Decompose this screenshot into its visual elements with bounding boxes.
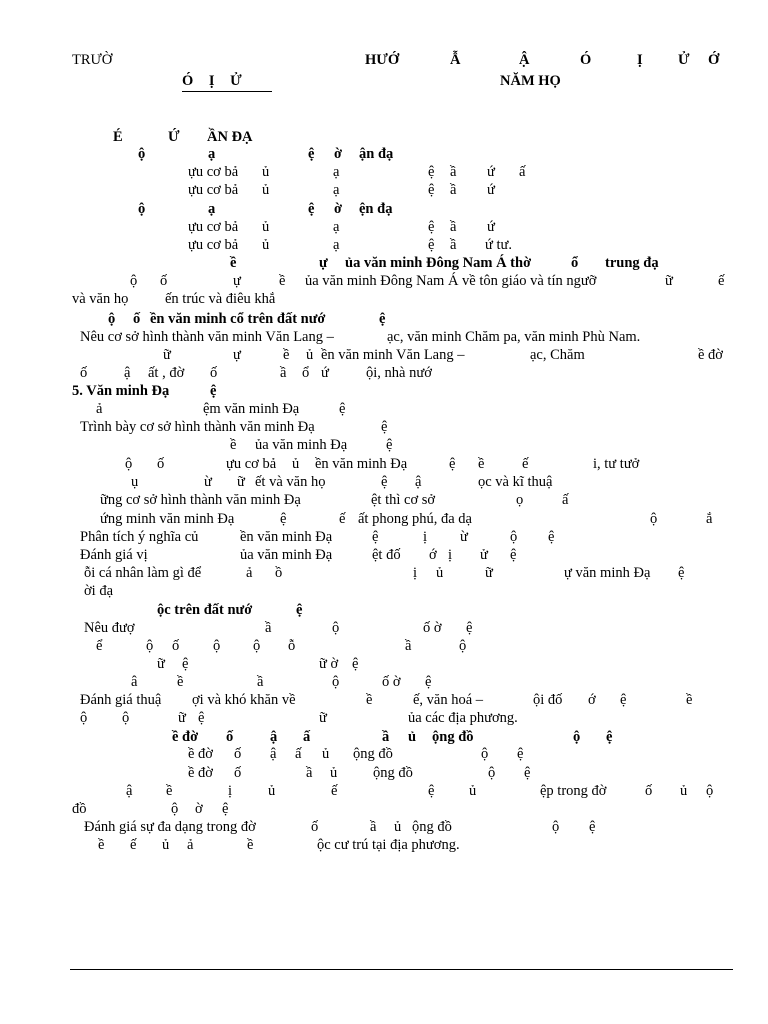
text-line — [0, 782, 768, 800]
text-fragment: ủa các địa phương. — [408, 710, 518, 726]
text-fragment: ệ — [198, 710, 205, 726]
text-fragment: ệ — [449, 456, 456, 472]
text-line — [0, 145, 768, 163]
text-fragment: ệ — [548, 529, 555, 545]
text-line — [0, 181, 768, 199]
text-fragment: ự văn minh Đạ — [564, 565, 651, 581]
text-fragment: và văn họ — [72, 291, 129, 307]
text-fragment: ền văn minh Đạ — [315, 456, 408, 472]
text-fragment: ộ — [171, 801, 179, 817]
text-fragment: ậ — [270, 746, 277, 762]
text-fragment: ệ — [308, 201, 315, 217]
text-fragment: ất phong phú, đa dạ — [358, 511, 472, 527]
text-fragment: ố — [311, 819, 319, 835]
text-fragment: ề — [230, 437, 237, 453]
text-fragment: ệ — [308, 146, 315, 162]
text-fragment: ộ — [650, 511, 658, 527]
text-line — [0, 836, 768, 854]
text-fragment: ề — [166, 783, 173, 799]
text-line — [0, 218, 768, 236]
text-fragment: ộ — [253, 638, 261, 654]
text-fragment: ổ — [571, 255, 579, 271]
text-fragment: ộng đồ — [373, 765, 413, 781]
school-name: TRƯỜ — [72, 52, 113, 68]
text-fragment: ựu cơ bả — [188, 182, 239, 198]
text-fragment: ộ — [488, 765, 496, 781]
page-title-part: Ẫ — [450, 52, 461, 68]
text-line — [0, 564, 768, 582]
text-fragment: ề — [247, 837, 254, 853]
text-fragment: ồ — [275, 565, 283, 581]
text-fragment: ề — [283, 347, 290, 363]
text-fragment: ệ — [372, 529, 379, 545]
text-fragment: ề — [478, 456, 485, 472]
text-line — [0, 800, 768, 818]
text-fragment: ấ — [295, 746, 302, 762]
text-line — [0, 200, 768, 218]
text-fragment: ệ — [222, 801, 229, 817]
text-fragment: ủ — [268, 783, 276, 799]
text-fragment: ế — [718, 273, 725, 289]
text-line — [0, 546, 768, 564]
text-fragment: ứng minh văn minh Đạ — [100, 511, 235, 527]
page-subtitle: Ó Ị Ử — [182, 72, 272, 92]
text-fragment: ớ — [429, 547, 437, 563]
text-fragment: ứ tư. — [485, 237, 512, 253]
text-fragment: ề đờ — [698, 347, 723, 363]
text-fragment: ộ — [573, 729, 581, 745]
text-line — [0, 436, 768, 454]
text-fragment: ủa văn minh Đạ — [255, 437, 348, 453]
text-fragment: ầ — [257, 674, 264, 690]
text-fragment: ố — [133, 311, 141, 327]
text-fragment: Ứ — [168, 129, 180, 145]
text-fragment: ừ — [204, 474, 212, 490]
text-fragment: ố — [172, 638, 180, 654]
text-fragment: É — [113, 129, 123, 145]
text-fragment: ề đờ — [172, 729, 199, 745]
text-fragment: ệ — [381, 419, 388, 435]
text-fragment: ề — [230, 255, 237, 271]
text-fragment: ố — [157, 456, 165, 472]
text-fragment: Đánh giá thuậ — [80, 692, 162, 708]
text-fragment: ỗ — [288, 638, 296, 654]
page-title-part: Ị — [637, 52, 643, 68]
text-fragment: ậ — [415, 474, 422, 490]
text-fragment: ợi và khó khăn về — [192, 692, 296, 708]
text-fragment: Trình bày cơ sở hình thành văn minh Đạ — [80, 419, 315, 435]
text-fragment: ớ — [588, 692, 596, 708]
text-fragment: ộ — [706, 783, 714, 799]
text-fragment: ời đạ — [84, 583, 114, 599]
text-line — [0, 272, 768, 290]
text-fragment: ền văn minh Văn Lang – — [321, 347, 465, 363]
text-fragment: ệ — [210, 383, 217, 399]
text-fragment: ữ — [157, 656, 165, 672]
text-fragment: Đánh giá sự đa dạng trong đờ — [84, 819, 256, 835]
text-fragment: ề — [279, 273, 286, 289]
text-fragment: ộng đồ — [432, 729, 474, 745]
text-fragment: ố — [210, 365, 218, 381]
text-fragment: ầ — [382, 729, 390, 745]
text-fragment: ủ — [162, 837, 170, 853]
text-fragment: ộ — [80, 710, 88, 726]
text-fragment: ờ — [334, 146, 343, 162]
text-fragment: ạ — [208, 201, 216, 217]
text-fragment: ậ — [126, 783, 133, 799]
text-fragment: ủa văn minh Đông Nam Á thờ — [345, 255, 532, 271]
text-fragment: ầ — [450, 237, 457, 253]
text-fragment: ện đạ — [359, 201, 393, 217]
page-title — [365, 51, 725, 69]
text-fragment: 5. Văn minh Đạ — [72, 383, 170, 399]
text-line — [0, 528, 768, 546]
text-fragment: ộ — [122, 710, 130, 726]
text-fragment: ộ — [213, 638, 221, 654]
text-fragment: ủ — [330, 765, 338, 781]
text-fragment: ố ờ — [382, 674, 401, 690]
text-line — [0, 328, 768, 346]
page-title-part: Ớ — [708, 52, 720, 68]
text-line — [0, 764, 768, 782]
text-fragment: ựu cơ bả — [188, 219, 239, 235]
text-line — [0, 745, 768, 763]
text-line — [0, 400, 768, 418]
text-fragment: ủa văn minh Đông Nam Á về tôn giáo và tín ngưỡ — [305, 273, 597, 289]
text-fragment: ệ — [428, 783, 435, 799]
text-fragment: i, tư tưở — [593, 456, 640, 472]
text-fragment: ộc cư trú tại địa phương. — [317, 837, 460, 853]
text-line — [0, 236, 768, 254]
text-fragment: ộ — [510, 529, 518, 545]
text-fragment: ủ — [262, 237, 270, 253]
text-fragment: Phân tích ý nghĩa củ — [80, 529, 199, 545]
text-line — [0, 619, 768, 637]
text-fragment: ử — [480, 547, 488, 563]
text-fragment: ệ — [466, 620, 473, 636]
text-fragment: ố — [234, 765, 242, 781]
text-fragment: ền văn minh cổ trên đất nướ — [150, 311, 326, 327]
text-fragment: ữ — [237, 474, 245, 490]
text-fragment: ế — [339, 511, 346, 527]
page-title-part: Ử — [678, 52, 690, 68]
text-fragment: ề — [686, 692, 693, 708]
footer-divider — [70, 969, 733, 970]
text-fragment: ộng đồ — [353, 746, 393, 762]
text-line — [0, 673, 768, 691]
text-fragment: ủ — [262, 164, 270, 180]
text-line — [0, 473, 768, 491]
text-fragment: ệ — [589, 819, 596, 835]
text-fragment: ố — [80, 365, 88, 381]
text-fragment: ệ — [428, 182, 435, 198]
text-line — [0, 637, 768, 655]
text-fragment: ủ — [262, 182, 270, 198]
text-line — [0, 510, 768, 528]
text-fragment: ộ — [481, 746, 489, 762]
text-fragment: ữ — [319, 710, 327, 726]
text-fragment: ế — [130, 837, 137, 853]
text-fragment: ộ — [552, 819, 560, 835]
text-fragment: ố — [226, 729, 234, 745]
text-fragment: ộ — [138, 146, 146, 162]
text-fragment: ệ — [386, 437, 393, 453]
text-line — [0, 728, 768, 746]
text-fragment: ết và văn họ — [255, 474, 326, 490]
text-fragment: ứ — [487, 164, 495, 180]
text-fragment: ệ — [352, 656, 359, 672]
text-line — [0, 655, 768, 673]
text-fragment: ận đạ — [359, 146, 394, 162]
text-fragment: ố ờ — [423, 620, 442, 636]
text-fragment: ủa văn minh Đạ — [240, 547, 333, 563]
text-fragment: ầ — [306, 765, 313, 781]
text-fragment: ủ — [680, 783, 688, 799]
text-fragment: ủ — [436, 565, 444, 581]
text-fragment: ị — [448, 547, 453, 563]
text-fragment: ộ — [459, 638, 467, 654]
text-line — [0, 691, 768, 709]
text-fragment: ệ — [428, 219, 435, 235]
text-fragment: ờ — [195, 801, 203, 817]
text-fragment: ầ — [450, 219, 457, 235]
text-fragment: ấ — [519, 164, 526, 180]
text-fragment: ộ — [332, 674, 340, 690]
text-fragment: ố — [645, 783, 653, 799]
text-line — [0, 128, 768, 146]
page-title-part: HƯỚ — [365, 52, 400, 68]
text-fragment: ền văn minh Đạ — [240, 529, 333, 545]
text-fragment: ệ — [280, 511, 287, 527]
text-fragment: ạ — [333, 219, 340, 235]
text-fragment: ậ — [124, 365, 131, 381]
text-fragment: ạ — [333, 164, 340, 180]
text-line — [0, 163, 768, 181]
text-fragment: ệ — [524, 765, 531, 781]
text-fragment: ố — [160, 273, 168, 289]
text-fragment: ệp trong đờ — [540, 783, 607, 799]
text-fragment: ế, văn hoá – — [413, 692, 484, 708]
text-line — [0, 709, 768, 727]
text-fragment: ẦN ĐẠ — [207, 129, 253, 145]
text-fragment: ị — [228, 783, 233, 799]
text-fragment: ất , đờ — [148, 365, 185, 381]
text-fragment: ộ — [138, 201, 146, 217]
text-fragment: ạ — [208, 146, 216, 162]
text-line — [0, 601, 768, 619]
text-fragment: ạ — [333, 237, 340, 253]
text-line — [0, 582, 768, 600]
text-line — [0, 455, 768, 473]
text-fragment: ờ — [334, 201, 343, 217]
text-fragment: ể — [96, 638, 103, 654]
text-fragment: ụ — [131, 474, 139, 490]
text-fragment: ỗi cá nhân làm gì để — [84, 565, 202, 581]
text-fragment: ứ — [321, 365, 329, 381]
text-fragment: ị — [413, 565, 418, 581]
text-fragment: ệ — [428, 164, 435, 180]
text-fragment: ủ — [394, 819, 402, 835]
text-fragment: ề — [98, 837, 105, 853]
text-fragment: ế — [522, 456, 529, 472]
text-fragment: ệ — [296, 602, 303, 618]
text-fragment: ữ — [485, 565, 493, 581]
text-fragment: ạc, Chăm — [530, 347, 585, 363]
text-fragment: ệ — [339, 401, 346, 417]
text-fragment: â — [131, 674, 138, 690]
text-fragment: ộ — [146, 638, 154, 654]
text-fragment: ủ — [262, 219, 270, 235]
text-fragment: Đánh giá vị — [80, 547, 148, 563]
text-fragment: ề đờ — [188, 765, 213, 781]
text-fragment: ủ — [322, 746, 330, 762]
text-fragment: ứ — [487, 182, 495, 198]
text-fragment: ựu cơ bả — [188, 164, 239, 180]
text-fragment: ừ — [460, 529, 468, 545]
text-fragment: trung đạ — [605, 255, 659, 271]
text-fragment: ả — [96, 401, 103, 417]
text-fragment: đồ — [72, 801, 87, 817]
text-line — [0, 254, 768, 272]
text-fragment: ựu cơ bả — [188, 237, 239, 253]
text-line — [0, 346, 768, 364]
text-line — [0, 290, 768, 308]
page-title-part: Ó — [580, 52, 592, 68]
text-fragment: Nêu cơ sở hình thành văn minh Văn Lang – — [80, 329, 334, 345]
text-fragment: ội, nhà nướ — [366, 365, 432, 381]
text-fragment: ầ — [450, 182, 457, 198]
text-fragment: ủ — [292, 456, 300, 472]
text-fragment: ắ — [706, 511, 713, 527]
text-fragment: ọ — [516, 492, 524, 508]
text-fragment: ệ — [510, 547, 517, 563]
text-fragment: ị — [423, 529, 428, 545]
text-fragment: ự — [233, 347, 241, 363]
text-fragment: ệ — [379, 311, 386, 327]
text-fragment: ổ — [302, 365, 310, 381]
text-fragment: ả — [187, 837, 194, 853]
text-fragment: ệt thì cơ sở — [371, 492, 436, 508]
text-fragment: ự — [319, 255, 328, 271]
text-fragment: ủ — [408, 729, 417, 745]
text-fragment: ế — [331, 783, 338, 799]
text-fragment: Nêu đượ — [84, 620, 135, 636]
text-fragment: ộ — [125, 456, 133, 472]
text-fragment: ề — [177, 674, 184, 690]
text-fragment: ầ — [265, 620, 272, 636]
text-fragment: ệ — [428, 237, 435, 253]
text-line — [0, 418, 768, 436]
text-fragment: ộ — [332, 620, 340, 636]
text-line — [0, 382, 768, 400]
text-fragment: ầ — [370, 819, 377, 835]
text-fragment: ọc và kĩ thuậ — [478, 474, 553, 490]
text-fragment: ề đờ — [188, 746, 213, 762]
text-fragment: ậ — [270, 729, 278, 745]
page-title-part: Ậ — [519, 52, 530, 68]
text-fragment: ữ — [178, 710, 186, 726]
text-fragment: ệt đố — [372, 547, 401, 563]
text-fragment: ệ — [517, 746, 524, 762]
text-fragment: ủ — [306, 347, 314, 363]
text-fragment: ệ — [182, 656, 189, 672]
school-year: NĂM HỌ — [500, 73, 561, 89]
text-fragment: ệ — [678, 565, 685, 581]
text-fragment: ạc, văn minh Chăm pa, văn minh Phù Nam. — [387, 329, 641, 345]
text-fragment: ệ — [425, 674, 432, 690]
text-fragment: ộc trên đất nướ — [157, 602, 253, 618]
text-fragment: ạ — [333, 182, 340, 198]
text-fragment: ệm văn minh Đạ — [203, 401, 300, 417]
text-line — [0, 491, 768, 509]
text-fragment: ố — [234, 746, 242, 762]
text-fragment: ầ — [405, 638, 412, 654]
text-fragment: ững cơ sở hình thành văn minh Đạ — [100, 492, 301, 508]
text-line — [0, 364, 768, 382]
text-fragment: ộ — [108, 311, 116, 327]
text-fragment: ề — [366, 692, 373, 708]
text-fragment: ủ — [469, 783, 477, 799]
text-fragment: ấ — [562, 492, 569, 508]
text-fragment: ệ — [381, 474, 388, 490]
text-fragment: ấ — [303, 729, 311, 745]
text-fragment: ộ — [130, 273, 138, 289]
text-fragment: ến trúc và điêu khắ — [165, 291, 276, 307]
text-fragment: ứ — [487, 219, 495, 235]
text-fragment: ữ ờ — [319, 656, 339, 672]
text-fragment: ự — [233, 273, 241, 289]
text-fragment: ựu cơ bả — [226, 456, 277, 472]
text-line — [0, 818, 768, 836]
text-fragment: ội đố — [533, 692, 563, 708]
text-line — [0, 310, 768, 328]
text-fragment: ầ — [450, 164, 457, 180]
text-fragment: ộng đồ — [412, 819, 452, 835]
text-fragment: ệ — [606, 729, 613, 745]
text-fragment: ả — [246, 565, 253, 581]
text-fragment: ữ — [163, 347, 171, 363]
text-fragment: ữ — [665, 273, 673, 289]
text-fragment: ệ — [620, 692, 627, 708]
text-fragment: ầ — [280, 365, 287, 381]
